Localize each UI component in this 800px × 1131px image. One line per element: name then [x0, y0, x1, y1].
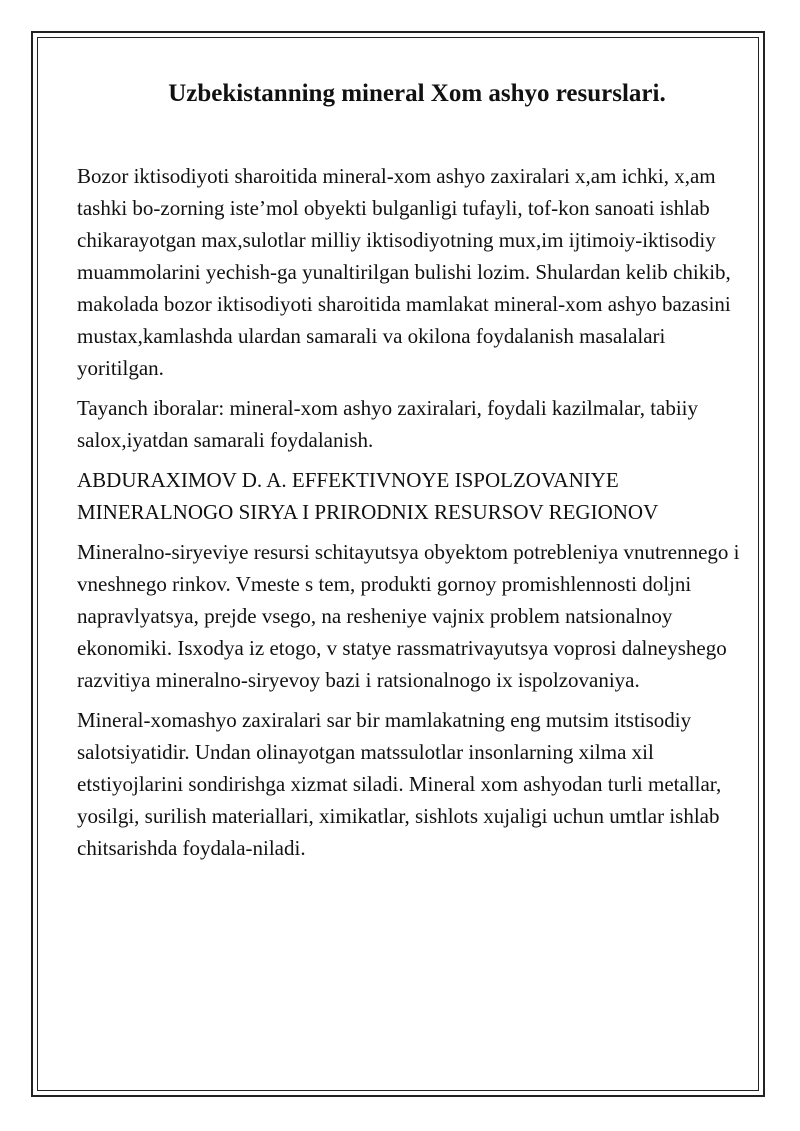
russian-abstract-paragraph: Mineralno-siryeviye resursi schitayutsya obyektom potrebleniya vnutrennego i vneshnego rinkov. Vmeste s tem, produkti gornoy promishlennosti doljni napravlyatsya, prejde vsego, na resheniye vajnix problem natsionalnoy ekonomiki. Isxodya iz etogo, v statye rassmatrivayutsya voprosi dalneyshego razvitiya mineralno-siryevoy bazi i ratsionalnogo ix ispolzovaniya. — [77, 540, 740, 692]
body-paragraph: Mineral-xomashyo zaxiralari sar bir mamlakatning eng mutsim itstisodiy salotsiyatidir. Undan olinayotgan matssulotlar insonlarning xilma xil etstiyojlarini sondirishga xizmat siladi. Mineral xom ashyodan turli metallar, yosilgi, surilish materiallari, ximikatlar, sishlots xujaligi uchun umtlar ishlab chitsarishda foydala-niladi. — [77, 708, 722, 860]
document-body — [77, 78, 747, 872]
abstract-paragraph: Bozor iktisodiyoti sharoitida mineral-xom ashyo zaxiralari x,am ichki, x,am tashki bo-zorning iste’mol obyekti bulganligi tufayli, tof-kon sanoati ishlab chikarayotgan max,sulotlar milliy iktisodiyotning mux,im ijtimoiy-iktisodiy muammolarini yechish-ga yunaltirilgan bulishi lozim. Shulardan kelib chikib, makolada bozor iktisodiyoti sharoitida mamlakat mineral-xom ashyo bazasini mustax,kamlashda ulardan samarali va okilona foydalanish masalalari yoritilgan. — [77, 164, 731, 380]
document-title: Uzbekistanning mineral Xom ashyo resurslari. — [168, 80, 666, 107]
keywords-paragraph: Tayanch iboralar: mineral-xom ashyo zaxiralari, foydali kazilmalar, tabiiy salox,iyatdan samarali foydalanish. — [77, 396, 699, 452]
russian-title-paragraph: ABDURAXIMOV D. A. EFFEKTIVNOYE ISPOLZOVANIYE MINERALNOGO SIRYA I PRIRODNIX RESURSOV REGIONOV — [77, 468, 659, 524]
